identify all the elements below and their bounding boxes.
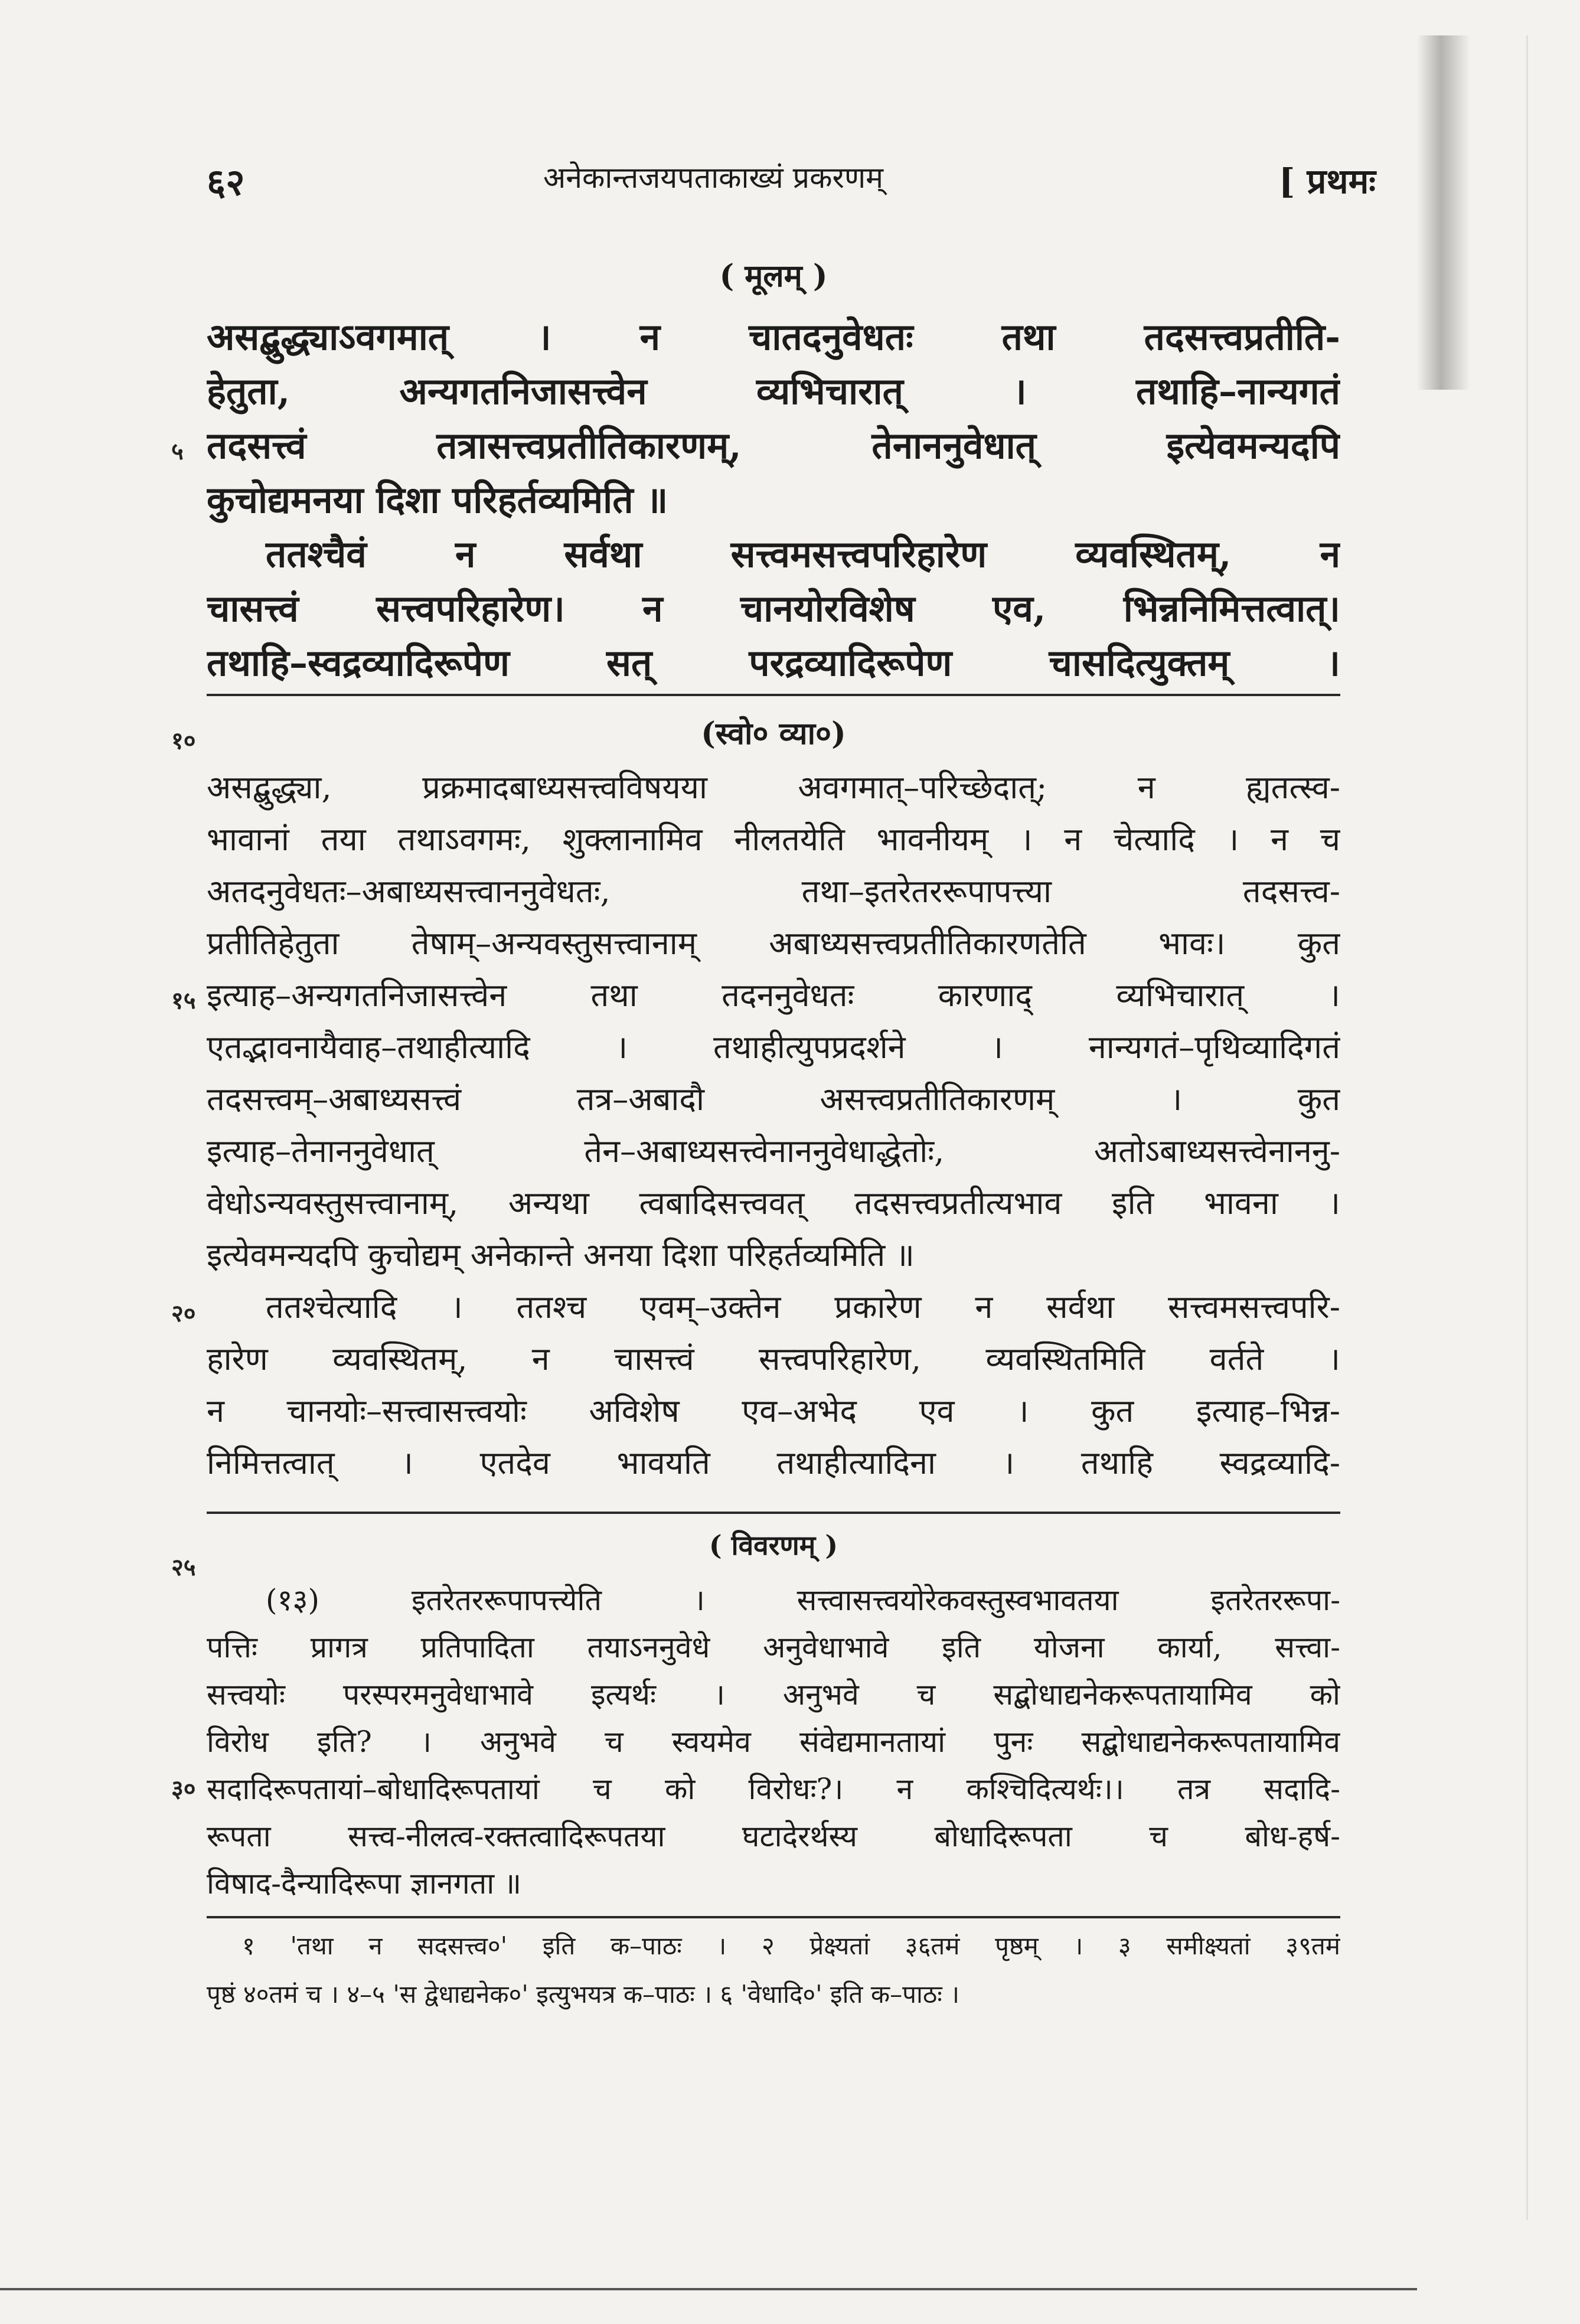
text-line: निमित्तत्वात् । एतदेव भावयति तथाहीत्यादिना । तथाहि स्वद्रव्यादि- [207,1444,1340,1481]
footnote-line: १ 'तथा न सदसत्त्व०' इति क–पाठः । २ प्रेक्ष्यतां ३६तमं पृष्ठम् । ३ समीक्ष्यतां ३९तमं [242,1931,1340,1960]
text-line: न चानयोः–सत्त्वासत्त्वयोः अविशेष एव–अभेद एव । कुत इत्याह–भिन्न- [207,1392,1340,1429]
text-line: तथाहि–स्वद्रव्यादिरूपेण सत् परद्रव्यादिरूपेण चासदित्युक्तम् । [207,641,1340,684]
line-number: ३० [171,1775,196,1803]
line-number: २५ [171,1553,196,1581]
text-line: रूपता सत्त्व-नीलत्व-रक्तत्वादिरूपतया घटादेरर्थस्य बोधादिरूपता च बोध-हर्ष- [207,1819,1340,1853]
text-line: चासत्त्वं सत्त्वपरिहारेण। न चानयोरविशेष एव, भिन्ननिमित्तत्वात्। [207,587,1340,630]
line-number: १० [171,727,196,755]
page-number: ६२ [207,161,245,204]
scan-edge-shadow [1417,35,1470,390]
text-line: विषाद-दैन्यादिरूपा ज्ञानगता ॥ [207,1866,522,1901]
line-number: ५ [171,438,184,465]
section-rule [207,1512,1340,1514]
running-title: अनेकान्तजयपताकाख्यं प्रकरणम् [543,161,883,195]
section-rule [207,694,1340,696]
text-line: विरोध इति? । अनुभवे च स्वयमेव संवेद्यमानतायां पुनः सद्बोधाद्यनेकरूपतायामिव [207,1725,1340,1759]
text-line: सत्त्वयोः परस्परमनुवेधाभावे इत्यर्थः । अनुभवे च सद्बोधाद्यनेकरूपतायामिव को [207,1677,1340,1712]
vivarana-heading: ( विवरणम् ) [709,1529,838,1561]
text-line: हेतुता, अन्यगतनिजासत्त्वेन व्यभिचारात् । तथाहि–नान्यगतं [207,370,1340,413]
text-line: (१३) इतरेतररूपापत्त्येति । सत्त्वासत्त्वयोरेकवस्तुस्वभावतया इतरेतररूपा- [266,1583,1340,1617]
text-line: वेधोऽन्यवस्तुसत्त्वानाम्, अन्यथा त्वबादिसत्त्ववत् तदसत्त्वप्रतीत्यभाव इति भावना । [207,1184,1340,1222]
text-line: इत्याह–तेनाननुवेधात् तेन–अबाध्यसत्त्वेनाननुवेधाद्धेतोः, अतोऽबाध्यसत्त्वेनाननु- [207,1132,1340,1170]
page-header [207,156,1376,210]
footnote-rule [207,1916,1340,1918]
text-line: भावानां तया तथाऽवगमः, शुक्लानामिव नीलतयेति भावनीयम् । न चेत्यादि । न च [207,821,1340,858]
text-line: सदादिरूपतायां–बोधादिरूपतायां च को विरोधः?। न कश्चिदित्यर्थः।। तत्र सदादि- [207,1772,1340,1806]
scan-edge-line [1526,35,1528,2220]
text-line: अतदनुवेधतः–अबाध्यसत्त्वाननुवेधतः, तथा–इतरेतररूपापत्त्या तदसत्त्व- [207,873,1340,910]
line-number: १५ [171,987,196,1014]
footnote-line: पृष्ठं ४०तमं च । ४–५ 'स द्वेधाद्यनेक०' इत्युभयत्र क–पाठः । ६ 'वेधादि०' इति क–पाठः । [207,1980,959,2009]
text-line: तदसत्त्वम्–अबाध्यसत्त्वं तत्र–अबादौ असत्त्वप्रतीतिकारणम् । कुत [207,1081,1340,1118]
text-line: तदसत्त्वं तत्रासत्त्वप्रतीतिकारणम्, तेनाननुवेधात् इत्येवमन्यदपि [207,424,1340,467]
text-line: इत्याह–अन्यगतनिजासत्त्वेन तथा तदननुवेधतः कारणाद् व्यभिचारात् । [207,977,1340,1014]
bottom-edge-rule [0,2288,1417,2290]
vyakhya-text [207,762,1340,1489]
mula-text [207,310,1340,690]
text-line: असद्बुद्ध्याऽवगमात् । न चातदनुवेधतः तथा तदसत्त्वप्रतीति- [207,315,1340,358]
footnotes [207,1922,1340,2019]
line-number: २० [171,1300,196,1327]
text-line: कुचोद्यमनया दिशा परिहर्तव्यमिति ॥ [207,478,668,521]
text-line: पत्तिः प्रागत्र प्रतिपादिता तयाऽननुवेधे अनुवेधाभावे इति योजना कार्या, सत्त्वा- [207,1630,1340,1664]
mula-heading: ( मूलम् ) [719,258,828,294]
vivarana-text [207,1576,1340,1907]
text-line: इत्येवमन्यदपि कुचोद्यम् अनेकान्ते अनया दिशा परिहर्तव्यमिति ॥ [207,1236,915,1274]
text-line: ततश्चैवं न सर्वथा सत्त्वमसत्त्वपरिहारेण व्यवस्थितम्, न [266,533,1340,576]
text-line: असद्बुद्ध्या, प्रक्रमादबाध्यसत्त्वविषयया अवगमात्–परिच्छेदात्; न ह्यतत्स्व- [207,769,1340,806]
text-line: ततश्चेत्यादि । ततश्च एवम्–उक्तेन प्रकारेण न सर्वथा सत्त्वमसत्त्वपरि- [266,1288,1340,1326]
text-line: प्रतीतिहेतुता तेषाम्–अन्यवस्तुसत्त्वानाम् अबाध्यसत्त्वप्रतीतिकारणतेति भावः। कुत [207,925,1340,962]
text-line: हारेण व्यवस्थितम्, न चासत्त्वं सत्त्वपरिहारेण, व्यवस्थितमिति वर्तते । [207,1340,1340,1378]
section-label: [ प्रथमः [1278,161,1376,201]
text-line: एतद्भावनायैवाह–तथाहीत्यादि । तथाहीत्युपप्रदर्शने । नान्यगतं–पृथिव्यादिगतं [207,1029,1340,1066]
vyakhya-heading: (स्वो० व्या०) [701,716,846,752]
